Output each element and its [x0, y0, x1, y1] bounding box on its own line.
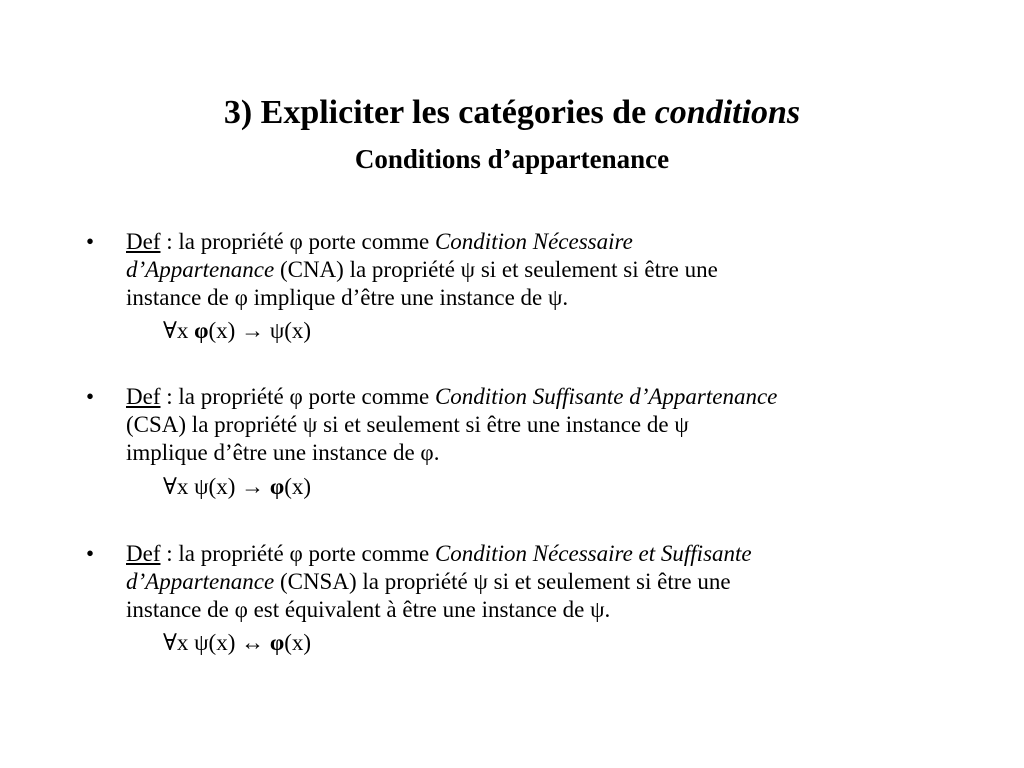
def-term: Condition Suffisante d’Appartenance — [434, 384, 778, 409]
definition-line — [126, 540, 946, 568]
def-term: Condition Nécessaire — [434, 229, 633, 254]
definition-csa — [126, 383, 946, 467]
definition-line — [126, 256, 946, 284]
def-term: d’Appartenance — [126, 569, 275, 594]
bullet-marker: • — [86, 541, 95, 566]
formula-text: (x) ↔ — [208, 630, 270, 655]
def-text: : la propriété φ porte comme — [160, 541, 435, 566]
formula-cna — [163, 317, 311, 345]
formula-symbol: φ — [269, 474, 285, 499]
title-text: 3) Expliciter les catégories de — [223, 94, 655, 131]
definition-line — [126, 228, 946, 256]
formula-symbol: φ — [194, 318, 209, 343]
formula-csa — [163, 473, 311, 501]
formula-quantifier: ∀x — [163, 318, 195, 343]
def-label: Def — [126, 229, 161, 254]
formula-text: (x) → — [208, 318, 270, 343]
definition-line: implique d’être une instance de φ. — [126, 440, 440, 465]
formula-symbol: ψ — [269, 318, 285, 343]
formula-symbol: φ — [269, 630, 285, 655]
formula-text: (x) → — [208, 474, 270, 499]
formula-text: (x) — [284, 474, 312, 499]
slide-subtitle: Conditions d’appartenance — [354, 144, 670, 174]
formula-symbol: ψ — [194, 474, 209, 499]
definition-cnsa — [126, 540, 946, 624]
def-term: Condition Nécessaire et Suffisante — [434, 541, 752, 566]
def-text: : la propriété φ porte comme — [160, 384, 435, 409]
definition-cna — [126, 228, 946, 312]
def-label: Def — [126, 384, 161, 409]
definition-line — [126, 568, 946, 596]
def-text: : la propriété φ porte comme — [160, 229, 435, 254]
definition-line: instance de φ implique d’être une instance de ψ. — [126, 285, 569, 310]
title-italic-word: conditions — [654, 94, 801, 131]
formula-cnsa — [163, 629, 311, 657]
bullet-marker: • — [86, 384, 95, 409]
formula-symbol: ψ — [194, 630, 209, 655]
formula-quantifier: ∀x — [163, 630, 195, 655]
formula-text: (x) — [284, 630, 312, 655]
def-text: (CNA) la propriété ψ si et seulement si être une — [274, 257, 718, 282]
definition-line — [126, 383, 946, 411]
definition-line: instance de φ est équivalent à être une instance de ψ. — [126, 597, 611, 622]
formula-text: (x) — [284, 318, 312, 343]
def-term: d’Appartenance — [126, 257, 275, 282]
definition-line: (CSA) la propriété ψ si et seulement si être une instance de ψ — [126, 412, 689, 437]
slide-title — [0, 93, 1024, 133]
formula-quantifier: ∀x — [163, 474, 195, 499]
bullet-marker: • — [86, 229, 95, 254]
def-label: Def — [126, 541, 161, 566]
def-text: (CNSA) la propriété ψ si et seulement si être une — [274, 569, 731, 594]
